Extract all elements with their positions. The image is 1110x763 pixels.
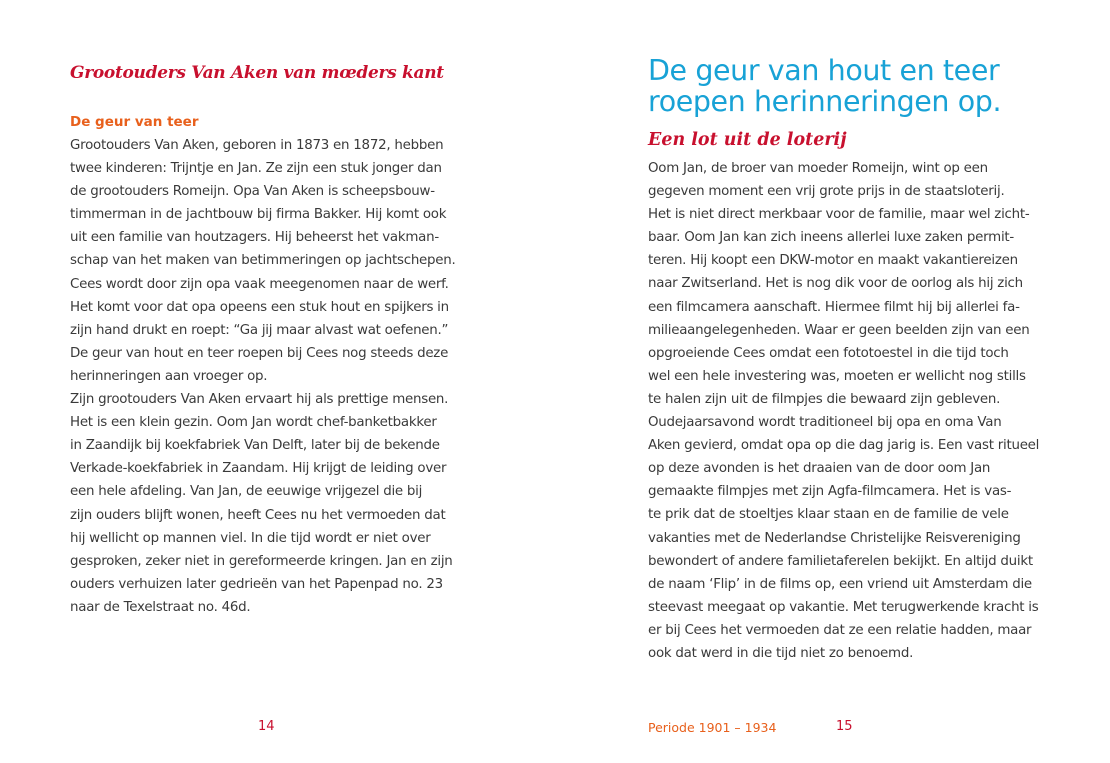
body-text — [648, 157, 1068, 665]
body-line: een hele afdeling. Van Jan, de eeuwige vrijgezel die bij — [70, 484, 423, 500]
body-line: zijn hand drukt en roept: “Ga jij maar alvast wat oefenen.” — [70, 322, 449, 338]
body-line: naar de Texelstraat no. 46d. — [70, 599, 251, 615]
body-line: naar Zwitserland. Het is nog dik voor de oorlog als hij zich — [648, 276, 1023, 292]
body-line: opgroeiende Cees omdat een fototoestel in die tijd toch — [648, 345, 1009, 361]
section-title: Een lot uit de loterij — [648, 130, 847, 150]
body-line: er bij Cees het vermoeden dat ze een relatie hadden, maar — [648, 622, 1032, 638]
chapter-title: Grootouders Van Aken van mœders kant — [70, 63, 444, 83]
body-line: Zijn grootouders Van Aken ervaart hij als prettige mensen. — [70, 392, 449, 408]
body-line: Oom Jan, de broer van moeder Romeijn, wint op een — [648, 161, 988, 176]
body-line: herinneringen aan vroeger op. — [70, 368, 268, 384]
headline-line: De geur van hout en teer — [648, 54, 1000, 87]
body-line: de naam ‘Flip’ in de films op, een vriend uit Amsterdam die — [648, 576, 1032, 592]
body-line: gemaakte filmpjes met zijn Agfa-filmcamera. Het is vas- — [648, 484, 1012, 500]
right-page — [555, 0, 1110, 763]
body-text — [70, 134, 490, 619]
body-line: Cees wordt door zijn opa vaak meegenomen naar de werf. — [70, 276, 449, 292]
body-line: in Zaandijk bij koekfabriek Van Delft, later bij de bekende — [70, 438, 440, 454]
body-line: wel een hele investering was, moeten er wellicht nog stills — [648, 368, 1026, 384]
body-line: ouders verhuizen later gedrieën van het Papenpad no. 23 — [70, 576, 443, 592]
body-line: te halen zijn uit de filmpjes die bewaard zijn gebleven. — [648, 391, 1001, 407]
body-line: twee kinderen: Trijntje en Jan. Ze zijn een stuk jonger dan — [70, 161, 442, 177]
body-line: Verkade-koekfabriek in Zaandam. Hij krijgt de leiding over — [70, 461, 447, 477]
body-line: te prik dat de stoeltjes klaar staan en de familie de vele — [648, 507, 1009, 523]
body-line: hij wellicht op mannen viel. In die tijd wordt er niet over — [70, 530, 431, 546]
body-line: zijn ouders blijft wonen, heeft Cees nu het vermoeden dat — [70, 507, 446, 523]
body-line: ook dat werd in die tijd niet zo benoemd. — [648, 645, 914, 661]
page-number: 14 — [258, 719, 275, 734]
headline-line: roepen herinneringen op. — [648, 85, 1002, 118]
body-line: Het is niet direct merkbaar voor de familie, maar wel zicht- — [648, 207, 1030, 223]
body-line: milieaangelegenheden. Waar er geen beelden zijn van een — [648, 322, 1030, 338]
body-line: de grootouders Romeijn. Opa Van Aken is scheepsbouw- — [70, 184, 435, 200]
body-line: gegeven moment een vrij grote prijs in de staatsloterij. — [648, 184, 1005, 200]
body-line: timmerman in de jachtbouw bij firma Bakker. Hij komt ook — [70, 207, 447, 223]
body-line: De geur van hout en teer roepen bij Cees nog steeds deze — [70, 345, 449, 361]
body-line: baar. Oom Jan kan zich ineens allerlei luxe zaken permit- — [648, 230, 1014, 246]
headline — [648, 55, 1001, 117]
body-line: Oudejaarsavond wordt traditioneel bij opa en oma Van — [648, 415, 1002, 431]
page-number: 15 — [836, 719, 853, 734]
body-line: Het is een klein gezin. Oom Jan wordt chef-banketbakker — [70, 415, 437, 431]
body-line: Grootouders Van Aken, geboren in 1873 en 1872, hebben — [70, 138, 444, 153]
body-line: steevast meegaat op vakantie. Met terugwerkende kracht is — [648, 599, 1039, 615]
body-line: bewondert of andere familietaferelen bekijkt. En altijd duikt — [648, 553, 1033, 569]
body-line: Het komt voor dat opa opeens een stuk hout en spijkers in — [70, 299, 449, 315]
body-line: vakanties met de Nederlandse Christelijke Reisvereniging — [648, 530, 1021, 546]
body-line: op deze avonden is het draaien van de door oom Jan — [648, 461, 991, 477]
body-line: schap van het maken van betimmeringen op jachtschepen. — [70, 253, 456, 269]
body-line: een filmcamera aanschaft. Hiermee filmt hij bij allerlei fa- — [648, 299, 1020, 315]
period-label: Periode 1901 – 1934 — [648, 720, 777, 735]
body-line: Aken gevierd, omdat opa op die dag jarig is. Een vast ritueel — [648, 438, 1040, 454]
section-subheading: De geur van teer — [70, 114, 199, 130]
body-line: teren. Hij koopt een DKW-motor en maakt vakantiereizen — [648, 253, 1018, 269]
body-line: gesproken, zeker niet in gereformeerde kringen. Jan en zijn — [70, 553, 453, 569]
body-line: uit een familie van houtzagers. Hij beheerst het vakman- — [70, 230, 439, 246]
